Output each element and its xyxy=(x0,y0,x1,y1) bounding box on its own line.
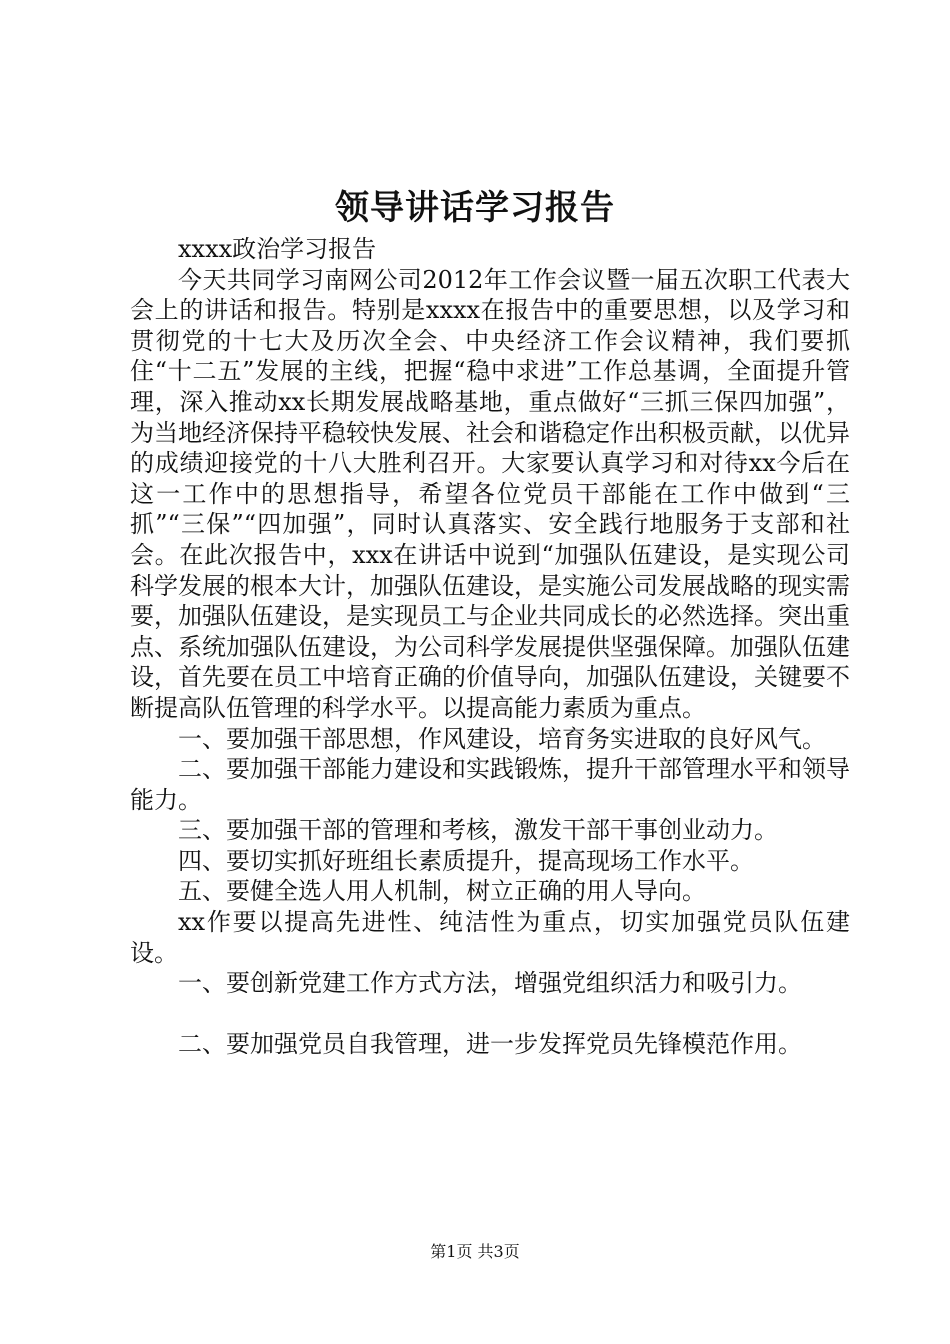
paragraph: 一、要加强干部思想，作风建设，培育务实进取的良好风气。 xyxy=(178,724,826,753)
paragraph: 今天共同学习南网公司2012年工作会议暨一届五次职工代表大会上的讲话和报告。特别是xxxx在报告中的重要思想，以及学习和贯彻党的十七大及历次全会、中央经济工作会议精神，我们要抓住“十二五”发展的主线，把握“稳中求进”工作总基调，全面提升管理，深入推动xx长期发展战略基地，重点做好“三抓三保四加强”，为当地经济保持平稳较快发展、社会和谐稳定作出积极贡献，以优异的成绩迎接党的十八大胜利召开。大家要认真学习和对待xx今后在这一工作中的思想指导，希望各位党员干部能在工作中做到“三抓”“三保”“四加强”，同时认真落实、安全践行地服务于支部和社会。在此次报告中，xxx在讲话中说到“加强队伍建设，是实现公司科学发展的根本大计，加强队伍建设，是实施公司发展战略的现实需要，加强队伍建设，是实现员工与企业共同成长的必然选择。突出重点、系统加强队伍建设，为公司科学发展提供坚强保障。加强队伍建设，首先要在员工中培育正确的价值导向，加强队伍建设，关键要不断提高队伍管理的科学水平。以提高能力素质为重点。 xyxy=(130,265,850,722)
document-body xyxy=(130,234,850,1059)
paragraph: 一、要创新党建工作方式方法，增强党组织活力和吸引力。 xyxy=(178,969,802,998)
paragraph: 三、要加强干部的管理和考核，激发干部干事创业动力。 xyxy=(178,816,778,845)
paragraph: 四、要切实抓好班组长素质提升，提高现场工作水平。 xyxy=(178,846,754,875)
document-title: 领导讲话学习报告 xyxy=(335,188,615,228)
paragraph: 二、要加强党员自我管理，进一步发挥党员先锋模范作用。 xyxy=(178,1029,802,1058)
paragraph: 二、要加强干部能力建设和实践锻炼，提升干部管理水平和领导能力。 xyxy=(130,755,850,814)
paragraph: xx作要以提高先进性、纯洁性为重点，切实加强党员队伍建设。 xyxy=(130,908,850,967)
paragraph: 五、要健全选人用人机制，树立正确的用人导向。 xyxy=(178,877,706,906)
page-number: 第1页 共3页 xyxy=(430,1242,520,1261)
paragraph: xxxx政治学习报告 xyxy=(178,235,377,263)
